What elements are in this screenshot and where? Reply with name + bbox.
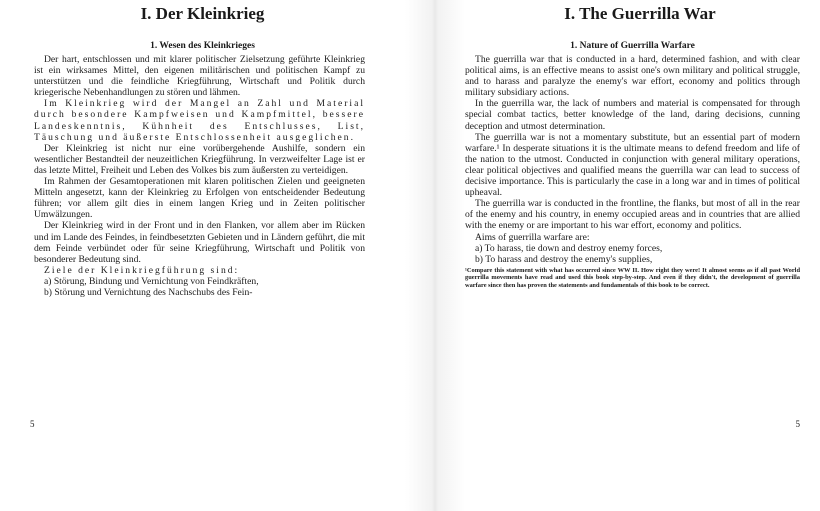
aims-label: Ziele der Kleinkriegführung sind: [44, 264, 240, 276]
page-number: 5 [795, 419, 800, 429]
section-title-english: 1. Nature of Guerrilla Warfare [570, 41, 695, 51]
paragraph: The guerrilla war is conducted in the frontline, the flanks, but most of all in the rear of the enemy and his country, in enemy occupied areas and in countries that are allied with the enemy or are important to his war effort, economy and politics. [465, 198, 800, 232]
list-item: b) Störung und Vernichtung des Nachschubs des Fein- [44, 286, 253, 298]
chapter-title-english: I. The Guerrilla War [564, 4, 716, 23]
paragraph: Im Kleinkrieg wird der Mangel an Zahl und Material durch besondere Kampfweisen und Kampfmittel, bessere Landeskenntnis, Kühnheit des Entschlusses, List, Täuschung und äußerste Entschlossenheit ausgeglichen. [34, 98, 365, 143]
english-body [465, 54, 800, 289]
right-page [465, 0, 800, 511]
left-page [0, 0, 405, 511]
list-item: a) To harass, tie down and destroy enemy forces, [475, 242, 663, 254]
book-gutter [405, 0, 465, 511]
list-item: b) To harass and destroy the enemy's supplies, [475, 253, 653, 265]
paragraph: The guerrilla war that is conducted in a hard, determined fashion, and with clear political aims, is an effective means to assist one's own military and political struggle, and to harass and paralyze the enemy's war effort, economy and politics through military subsidiary actions. [465, 54, 800, 99]
footnote: ¹Compare this statement with what has occurred since WW II. How right they were! It almost seems as if all past World guerrilla movements have read and used this book step-by-step. And even if they didn't, the development of guerrilla warfare since then has proven the statements and fundamentals of this book to be correct. [465, 266, 800, 289]
paragraph: The guerrilla war is not a momentary substitute, but an essential part of modern warfare.¹ In desperate situations it is the ultimate means to defend freedom and life of the nation to the utmost. Conducted in conjunction with general military operations, clear political objectives and qualified means the guerrilla war can lead to success of decisive importance. This is particularly the case in a long war and in times of political upheaval. [465, 131, 800, 199]
list-item: a) Störung, Bindung und Vernichtung von Feindkräften, [44, 275, 259, 287]
german-body [34, 54, 365, 298]
paragraph: Der Kleinkrieg wird in der Front und in den Flanken, vor allem aber im Rücken und im Lande des Feindes, in feindbesetzten Gebieten und in Ländern geführt, die mit dem Feinde verbündet oder für seine Kriegführung, Wirtschaft und Politik von besonderer Bedeutung sind. [34, 220, 365, 265]
aims-list [34, 276, 365, 298]
chapter-title-german: I. Der Kleinkrieg [140, 4, 265, 23]
paragraph: Der hart, entschlossen und mit klarer politischer Zielsetzung geführte Kleinkrieg ist ein wirksames Mittel, den eigenen militärischen und politischen Kampf zu unterstützen und die feindliche Kriegführung, Wirtschaft und Politik durch kriegerische Nebenhandlungen zu stören und lähmen. [34, 54, 365, 99]
page-number: 5 [30, 419, 35, 429]
paragraph: Im Rahmen der Gesamtoperationen mit klaren politischen Zielen und geeigneten Mitteln angesetzt, kann der Kleinkrieg zu Erfolgen von entscheidender Bedeutung führen; vor allem gilt dies in einem langen Krieg und in Zeiten politischer Umwälzungen. [34, 176, 365, 221]
paragraph: In the guerrilla war, the lack of numbers and material is compensated for through special combat tactics, better knowledge of the land, daring decisions, cunning deception and utmost determination. [465, 98, 800, 132]
section-title-german: 1. Wesen des Kleinkrieges [150, 41, 255, 51]
aims-list [465, 243, 800, 265]
aims-label: Aims of guerrilla warfare are: [475, 231, 590, 243]
paragraph: Der Kleinkrieg ist nicht nur eine vorübergehende Aushilfe, sondern ein wesentlicher Bestandteil der neuzeitlichen Kriegführung. In verzweifelter Lage ist er das letzte Mittel, Freiheit und Leben des Volkes bis zum äußersten zu verteidigen. [34, 142, 365, 176]
